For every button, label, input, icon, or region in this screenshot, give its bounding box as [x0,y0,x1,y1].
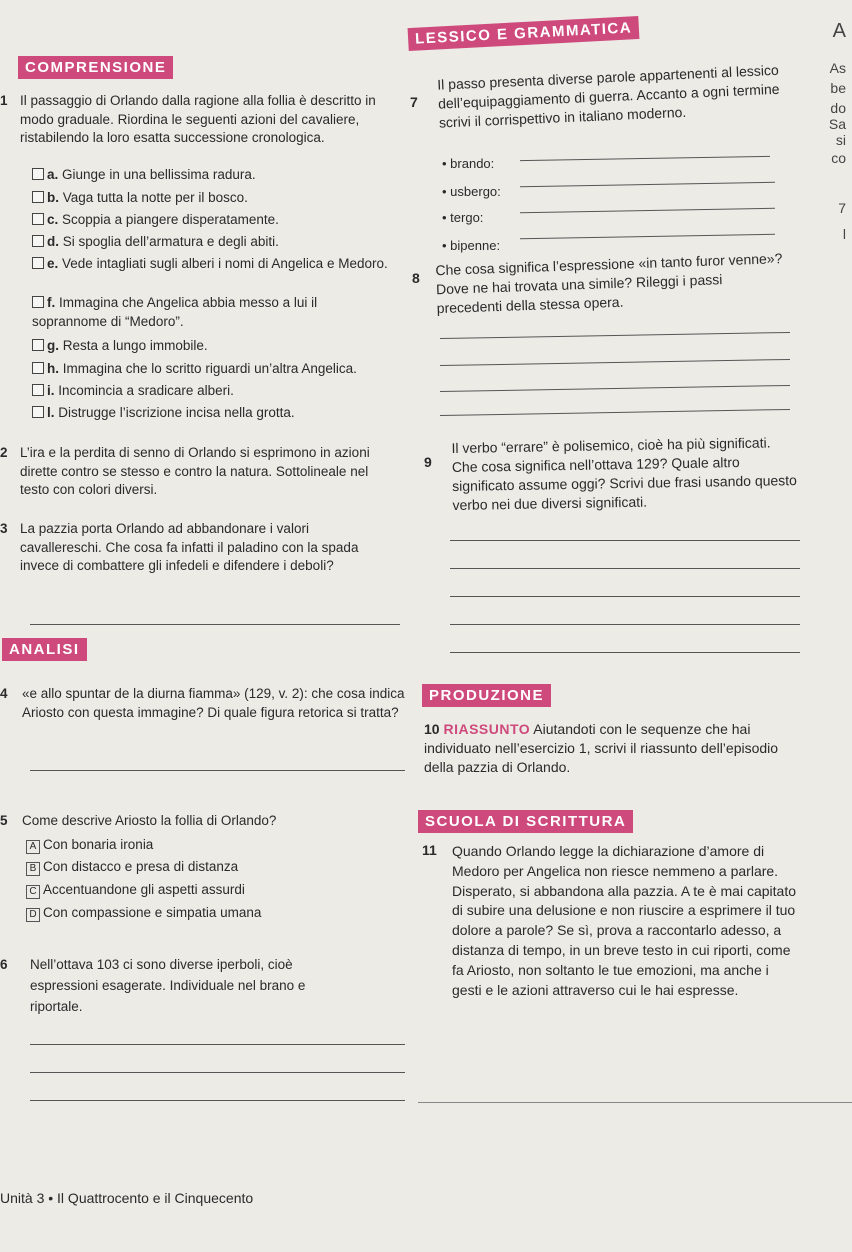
answer-line[interactable] [440,385,790,392]
option-d[interactable]: d. Si spoglia dell’armatura e degli abiti. [32,233,279,252]
option-h[interactable]: h. Immagina che lo scritto riguardi un’altra Angelica. [32,360,357,379]
checkbox[interactable] [32,213,44,225]
checkbox[interactable] [32,235,44,247]
term-bipenne: • bipenne: [442,238,501,253]
question-text: Aiutandoti con le sequenze che hai individuato nell’esercizio 1, scrivi il riassunto dell’episodio della pazzia di Orlando. [424,721,779,775]
option-D[interactable]: D Con compassione e simpatia umana [26,904,261,923]
question-text: L’ira e la perdita di senno di Orlando si esprimono in azioni dirette contro se stesso e contro la natura. Sottolineale nel testo con colori diversi. [20,445,370,497]
question-1 [0,92,398,148]
section-header-analisi: ANALISI [2,638,87,661]
answer-line[interactable] [440,332,790,339]
question-6: 6 Nell’ottava 103 ci sono diverse iperboli, cioè espressioni esagerate. Individuale nel brano e riportale. [8,954,338,1017]
answer-line[interactable] [30,1072,405,1073]
question-text: La pazzia porta Orlando ad abbandonare i valori cavallereschi. Che cosa fa infatti il paladino con la spada invece di combattere gli infedeli e difendere i deboli? [20,521,359,573]
answer-line[interactable] [520,182,775,187]
checkbox[interactable] [32,406,44,418]
question-2: 2 L’ira e la perdita di senno di Orlando si esprimono in azioni dirette contro se stesso e contro la natura. Sottolineale nel testo con colori diversi. [8,444,383,500]
option-e[interactable]: e. Vede intagliati sugli alberi i nomi di Angelica e Medoro. [32,255,392,274]
option-C[interactable]: C Accentuandone gli aspetti assurdi [26,881,245,900]
answer-line[interactable] [440,359,790,366]
riassunto-label: RIASSUNTO [443,721,531,737]
question-text: Quando Orlando legge la dichiarazione d’amore di Medoro per Angelica non riesce nemmeno a parlare. Disperato, si abbandona alla pazzia. A te è mai capitato di subire una delusione e non riuscire a esprimere il tuo dolore a parole? Se sì, prova a raccontarlo adesso, a distanza di tempo, in un breve testo in cui riporti, come fa Ariosto, non soltanto le tue emozioni, ma anche i gesti e le azioni attraverso cui le hai espresse. [452,843,796,998]
question-text: «e allo spuntar de la diurna fiamma» (129, v. 2): che cosa indica Ariosto con questa immagine? Di quale figura retorica si tratta? [22,686,405,720]
answer-line[interactable] [450,624,800,625]
question-4: 4 «e allo spuntar de la diurna fiamma» (129, v. 2): che cosa indica Ariosto con questa immagine? Di quale figura retorica si tratta? [8,685,408,722]
answer-line[interactable] [30,770,405,771]
question-text: Nell’ottava 103 ci sono diverse iperboli, cioè espressioni esagerate. Individuale nel brano e riportale. [30,957,306,1014]
option-c[interactable]: c. Scoppia a piangere disperatamente. [32,211,279,230]
option-B[interactable]: B Con distacco e presa di distanza [26,858,238,877]
question-text: Il passo presenta diverse parole appartenenti al lessico dell’equipaggiamento di guerra. Accanto a ogni termine scrivi il corrispettivo in italiano moderno. [436,61,780,131]
answer-line[interactable] [30,1044,405,1045]
answer-line[interactable] [520,234,775,239]
answer-line[interactable] [440,409,790,416]
question-number: 1 [0,93,8,108]
checkbox[interactable] [32,296,44,308]
page-footer: Unità 3 • Il Quattrocento e il Cinquecento [0,1190,254,1206]
section-header-comprensione: COMPRENSIONE [18,56,173,79]
answer-line[interactable] [450,540,800,541]
question-text: Il verbo “errare” è polisemico, cioè ha più significati. Che cosa significa nell’ottava 129? Quale altro significato assume oggi? Scrivi due frasi usando questo verbo nei due diversi significati. [451,434,798,514]
answer-line[interactable] [30,624,400,625]
term-tergo: • tergo: [442,210,484,225]
answer-line[interactable] [450,568,800,569]
option-A[interactable]: A Con bonaria ironia [26,836,153,855]
answer-line[interactable] [450,652,800,653]
question-text: Che cosa significa l’espressione «in tanto furor venne»? Dove ne hai trovata una simile? Rileggi i passi precedenti della stessa opera. [435,250,783,317]
term-brando: • brando: [442,156,495,171]
checkbox[interactable] [32,191,44,203]
option-f[interactable]: f. Immagina che Angelica abbia messo a lui il soprannome di “Medoro”. [32,295,318,329]
checkbox[interactable] [32,384,44,396]
term-usbergo: • usbergo: [442,184,501,199]
option-i[interactable]: i. Incomincia a sradicare alberi. [32,382,234,401]
option-g[interactable]: g. Resta a lungo immobile. [32,337,208,356]
section-header-lessico: LESSICO E GRAMMATICA [408,16,640,51]
checkbox[interactable] [32,257,44,269]
option-b[interactable]: b. Vaga tutta la notte per il bosco. [32,189,248,208]
question-5: 5 Come descrive Ariosto la follia di Orlando? [8,812,398,831]
checkbox[interactable] [32,339,44,351]
answer-line[interactable] [520,208,775,213]
checkbox[interactable] [32,362,44,374]
facing-page-edge: A As be do Sa si co 7 l [828,20,846,242]
section-header-produzione: PRODUZIONE [422,684,551,707]
answer-line[interactable] [450,596,800,597]
option-a[interactable]: a. Giunge in una bellissima radura. [32,166,256,185]
question-text: Il passaggio di Orlando dalla ragione alla follia è descritto in modo graduale. Riordina le seguenti azioni del cavaliere, ristabilendo la loro esatta successione cronologica. [20,93,376,145]
checkbox[interactable] [32,168,44,180]
question-text: Come descrive Ariosto la follia di Orlando? [22,813,277,828]
answer-line[interactable] [520,156,770,161]
option-l[interactable]: l. Distrugge l’iscrizione incisa nella grotta. [32,404,295,423]
question-3: 3 La pazzia porta Orlando ad abbandonare i valori cavallereschi. Che cosa fa infatti il paladino con la spada invece di combattere gli infedeli e difendere i deboli? [8,520,368,576]
section-header-scrittura: SCUOLA DI SCRITTURA [418,810,633,833]
answer-line[interactable] [30,1100,405,1101]
